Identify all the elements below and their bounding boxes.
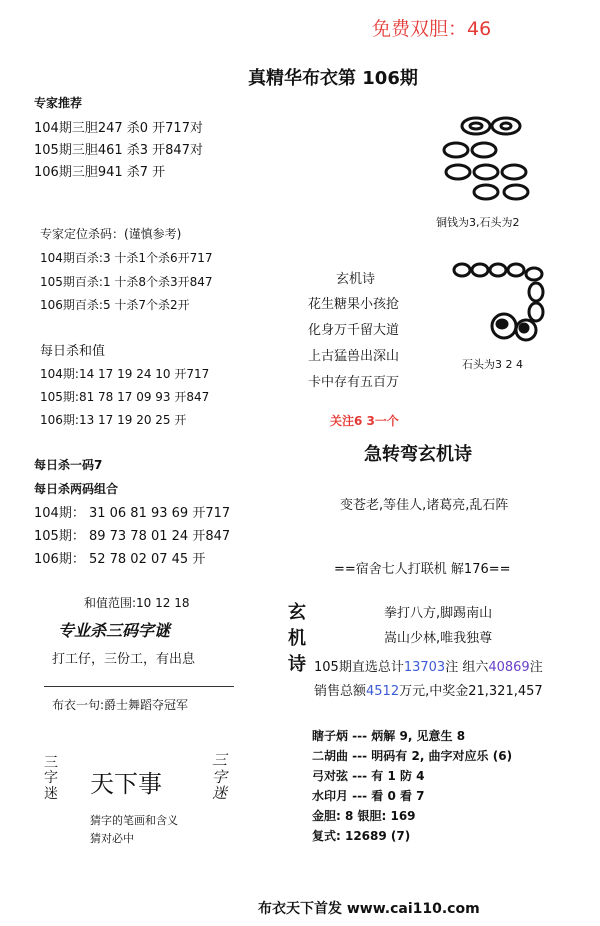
coins-caption: 铜钱为3,石头为2 [436, 216, 520, 229]
puzzle-hint: 猜对必中 [90, 832, 134, 845]
turn-line: 变苍老,等佳人,诸葛亮,乱石阵 [340, 498, 509, 513]
xiehou-line: 金胆: 8 银胆: 169 [312, 809, 416, 823]
footer: 布衣天下首发 www.cai110.com [258, 901, 480, 917]
xiehou-line: 瞎子炳 --- 炳解 9, 见意生 8 [312, 729, 466, 743]
position-kill-line: 104期百杀:3 十杀1个杀6开717 [40, 251, 213, 265]
puzzle-left-label: 三 字 迷 [44, 755, 58, 802]
puzzle-hint: 猜字的笔画和含义 [90, 814, 178, 827]
daily-kill-line: 106期： 52 78 02 07 45 开 [34, 552, 206, 567]
xuanji-line: 上古猛兽出深山 [308, 349, 400, 364]
expert-heading: 专家推荐 [34, 96, 83, 110]
expert-line: 105期三胆461 杀3 开847对 [34, 143, 203, 158]
daily-kill-line: 104期： 31 06 81 93 69 开717 [34, 506, 231, 521]
sales-line-2: 销售总额4512万元,中奖金21,321,457 [314, 684, 543, 699]
position-kill-heading: 专家定位杀码：(谨慎参考) [40, 227, 182, 241]
xiehou-line: 弓对弦 --- 有 1 防 4 [312, 769, 425, 783]
turn-title: 急转弯玄机诗 [364, 444, 472, 465]
position-kill-line: 106期百杀:5 十杀7个杀2开 [40, 298, 190, 312]
side-xuanji-label: 玄 机 诗 [288, 602, 306, 676]
xuanji-line: 化身万千留大道 [308, 323, 400, 338]
xiehou-line: 水印月 --- 看 0 看 7 [312, 789, 425, 803]
daily-kill-two: 每日杀两码组合 [34, 482, 119, 496]
xuanji-line: 花生糖果小孩抢 [308, 297, 400, 312]
expert-line: 106期三胆941 杀7 开 [34, 165, 166, 180]
divider [44, 686, 234, 687]
expert-line: 104期三胆247 杀0 开717对 [34, 121, 203, 136]
sales-line-1: 105期直选总计13703注 组六40869注 [314, 660, 543, 675]
position-kill-line: 105期百杀:1 十杀8个杀3开847 [40, 275, 213, 289]
riddle-text: 打工仔，三份工，有出息 [52, 652, 196, 667]
coins-image [436, 112, 566, 202]
daily-kill-line: 105期： 89 73 78 01 24 开847 [34, 529, 231, 544]
buyi-line: 布衣一句:爵士舞蹈夺冠军 [52, 698, 189, 712]
page-title: 真精华布衣第 106期 [248, 68, 418, 89]
sum-range: 和值范围:10 12 18 [84, 596, 190, 610]
daily-sum-heading: 每日杀和值 [40, 344, 106, 359]
poem2-line: 拳打八方,脚踢南山 [384, 606, 493, 621]
stones-image [452, 262, 552, 344]
daily-sum-line: 105期:81 78 17 09 93 开847 [40, 390, 210, 404]
focus-note: 关注6 3一个 [330, 414, 399, 428]
dorm-line: ==宿舍七人打联机 解176== [334, 562, 511, 577]
poem2-line: 嵩山少林,唯我独尊 [384, 631, 493, 646]
puzzle-main: 天下事 [90, 770, 162, 798]
xuanji-line: 卡中存有五百万 [308, 375, 400, 390]
xuanji-heading: 玄机诗 [336, 272, 376, 287]
daily-sum-line: 104期:14 17 19 24 10 开717 [40, 367, 210, 381]
riddle-title: 专业杀三码字谜 [58, 621, 171, 640]
daily-kill-one: 每日杀一码7 [34, 458, 103, 472]
daily-sum-line: 106期:13 17 19 20 25 开 [40, 413, 187, 427]
xiehou-line: 二胡曲 --- 明码有 2, 曲字对应乐 (6) [312, 749, 513, 763]
xiehou-line: 复式: 12689 (7) [312, 829, 411, 843]
free-double-banner: 免费双胆：46 [372, 18, 492, 40]
puzzle-right-label: 三 字 迷 [212, 751, 228, 802]
stones-caption: 石头为3 2 4 [462, 358, 523, 371]
